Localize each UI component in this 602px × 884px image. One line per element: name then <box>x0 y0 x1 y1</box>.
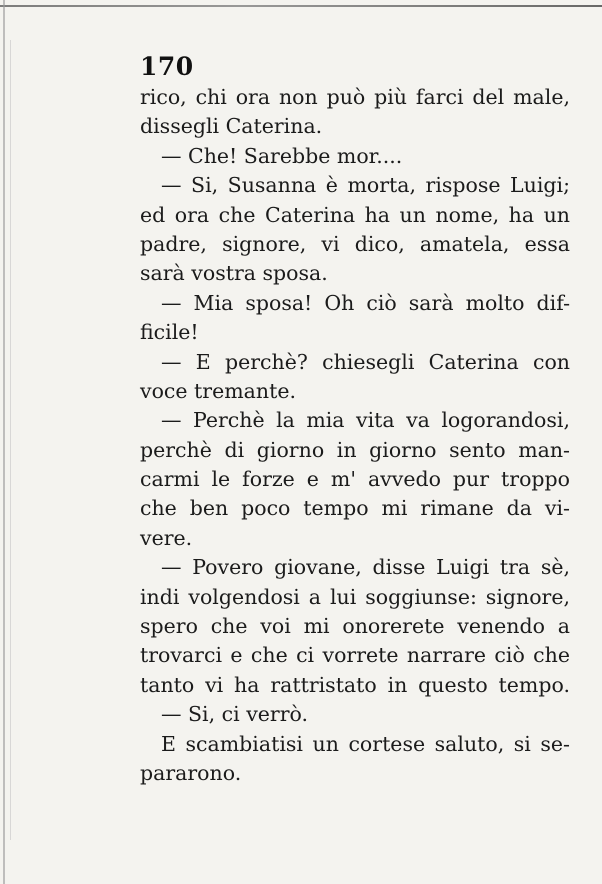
text-line: — Si, ci verrò. <box>161 702 309 727</box>
text-line: spero che voi mi onorerete venendo a <box>140 614 570 639</box>
page-gutter-edge <box>3 0 5 884</box>
text-line: vere. <box>140 525 193 550</box>
text-line: E scambiatisi un cortese saluto, si se- <box>161 731 570 756</box>
text-line: — Che! Sarebbe mor.... <box>161 143 403 168</box>
text-line: — Povero giovane, disse Luigi tra sè, <box>161 555 570 580</box>
top-border-line <box>0 5 602 7</box>
text-line: carmi le forze e m' avvedo pur troppo <box>140 467 570 492</box>
text-line: che ben poco tempo mi rimane da vi- <box>140 496 570 521</box>
text-line: rico, chi ora non può più farci del male, <box>140 85 570 109</box>
text-line: trovarci e che ci vorrete narrare ciò che <box>140 643 570 668</box>
text-line: dissegli Caterina. <box>140 114 323 139</box>
text-line: sarà vostra sposa. <box>140 261 328 286</box>
text-line: ficile! <box>140 320 199 345</box>
text-line: tanto vi ha rattristato in questo tempo. <box>140 672 570 697</box>
body-text <box>140 83 570 788</box>
page-number: 170 <box>140 52 194 81</box>
text-line: pararono. <box>140 760 242 785</box>
text-line: ed ora che Caterina ha un nome, ha un <box>140 202 570 227</box>
text-line: perchè di giorno in giorno sento man- <box>140 437 570 462</box>
text-line: indi volgendosi a lui soggiunse: signore, <box>140 584 570 609</box>
text-line: padre, signore, vi dico, amatela, essa <box>140 231 570 256</box>
text-line: — Perchè la mia vita va logorandosi, <box>161 408 570 433</box>
text-line: — Si, Susanna è morta, rispose Luigi; <box>161 173 570 198</box>
text-line: — Mia sposa! Oh ciò sarà molto dif- <box>161 290 570 315</box>
text-line: — E perchè? chiesegli Caterina con <box>161 349 570 374</box>
page-gutter-shadow <box>10 40 11 840</box>
text-line: voce tremante. <box>140 378 296 403</box>
